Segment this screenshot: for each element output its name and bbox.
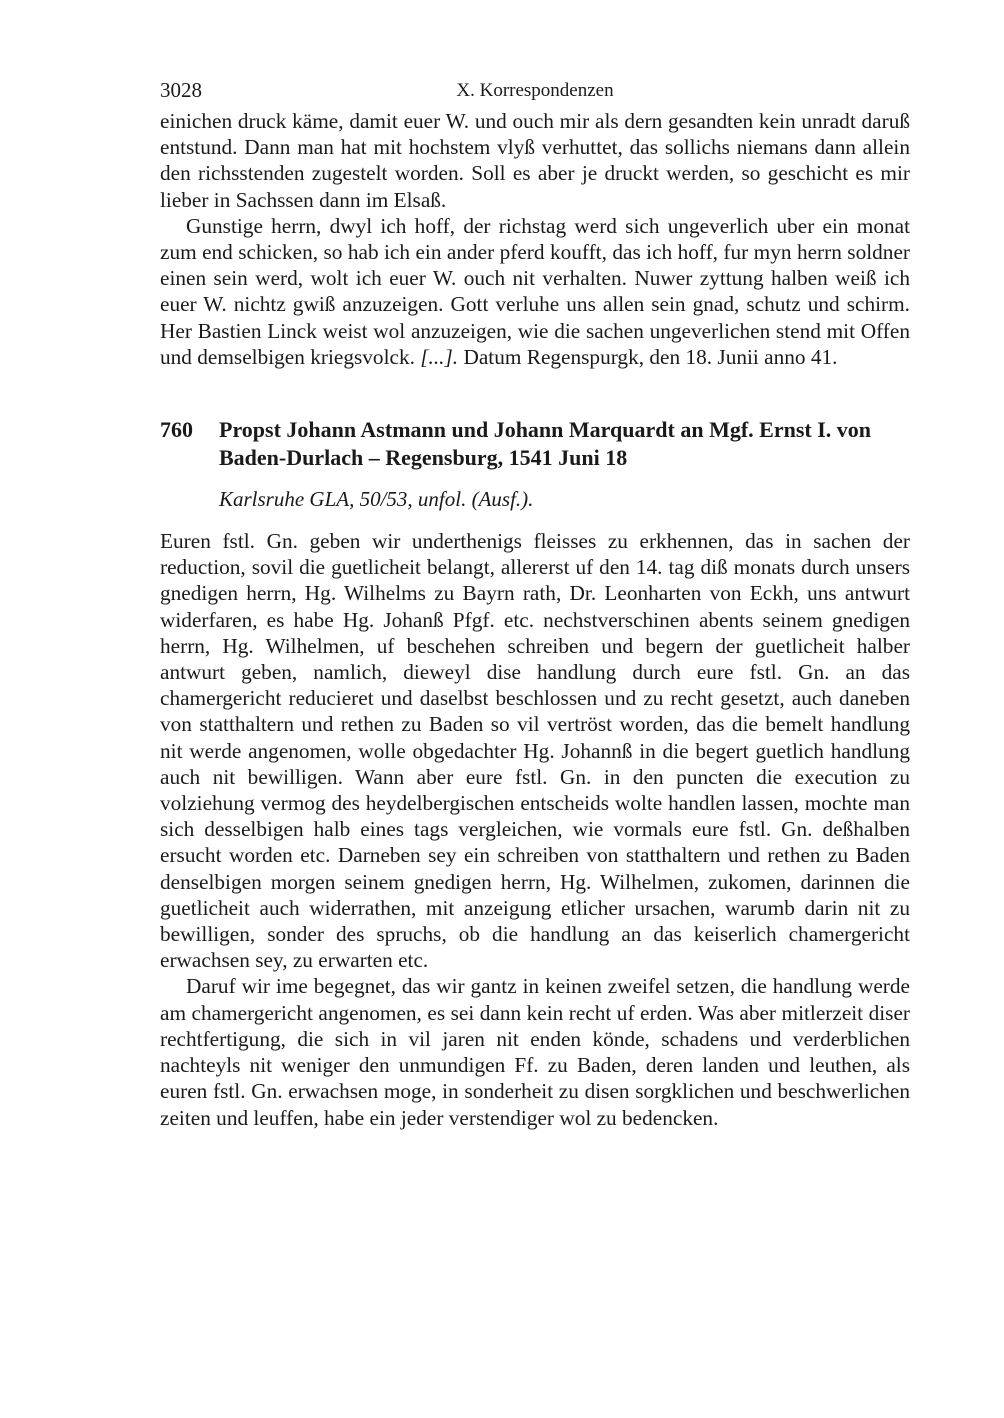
document-paragraph-2: Daruf wir ime begegnet, das wir gantz in keinen zweifel setzen, die handlung werde am chamergericht angenomen, es sei dann kein recht uf erden. Was aber mitlerzeit diser rechtfertigung, die sich in vil jaren nit enden könde, schadens und verderblichen nachteyls nit weniger den unmundigen Ff. zu Baden, deren landen und leuthen, als euren fstl. Gn. erwachsen moge, in sonderheit zu disen sorgklichen und beschwerlichen zeiten und leuffen, habe ein jeder verstendiger wol zu bedencken. (160, 974, 910, 1130)
continuation-paragraph-2 (160, 213, 910, 370)
source-note: Karlsruhe GLA, 50/53, unfol. (Ausf.). (219, 487, 534, 512)
document-paragraph-1: Euren fstl. Gn. geben wir underthenigs fleisses zu erkhennen, das in sachen der reduction, sovil die guetlicheit belangt, allererst uf den 14. tag diß monats durch unsers gnedigen herrn, Hg. Wilhelms zu Bayrn rath, Dr. Leonharten von Eckh, uns antwurt widerfaren, es habe Hg. Johanß Pfgf. etc. nechstverschinen abents seinem gnedigen herrn, Hg. Wilhelmen, uf beschehen schreiben und begern der guetlicheit halber antwurt geben, namlich, dieweyl dise handlung durch eure fstl. Gn. an das chamergericht reducieret und daselbst beschlossen und zu recht gesetzt, auch daneben von statthaltern und rethen zu Baden so vil vertröst worden, das die bemelt handlung nit werde angenomen, wolle obgedachter Hg. Johannß in die begert guetlich handlung auch nit bewilligen. Wann aber eure fstl. Gn. in den puncten die execution zu volziehung vermog des heydelbergischen entscheids wolte handlen lassen, mochte man sich desselbigen halb eines tags vergleichen, wie vormals eure fstl. Gn. deßhalben ersucht worden etc. Darneben sey ein schreiben von statthaltern und rethen zu Baden denselbigen morgen seinem gnedigen herrn, Hg. Wilhelmen, zukomen, darinnen die guetlicheit auch widerrathen, mit anzeigung etlicher ursachen, warumb darin nit zu bewilligen, sonder des spruchs, ob die handlung an das keiserlich chamergericht erwachsen sey, zu erwarten etc. (160, 529, 910, 973)
omission-mark: [...]. (420, 344, 459, 369)
page (160, 78, 910, 1131)
dating-line: Datum Regenspurgk, den 18. Junii anno 41. (458, 344, 838, 369)
continuation-paragraph-1: einichen druck käme, damit euer W. und ouch mir als dern gesandten kein unradt daruß entstund. Dann man hat mit hochstem vlyß verhuttet, das sollichs niemans dann allein den richsstenden zugestelt worden. Soll es aber je druckt werden, so geschicht es mir lieber in Sachssen dann im Elsaß. (160, 109, 910, 212)
running-title: X. Korrespondenzen (456, 80, 614, 101)
page-number: 3028 (160, 78, 202, 102)
page-header (160, 78, 910, 108)
document-title: Propst Johann Astmann und Johann Marquardt an Mgf. Ernst I. von Baden-Durlach – Regensburg, 1541 Juni 18 (219, 417, 872, 471)
continuation-paragraph-2-text: Gunstige herrn, dwyl ich hoff, der richstag werd sich ungeverlich uber ein monat zum end schicken, so hab ich ein ander pferd koufft, das ich hoff, fur myn herrn soldner einen sein werd, wolt ich euer W. ouch nit verhalten. Nuwer zyttung halben weiß ich euer W. nichtz gwiß anzuzeigen. Gott verluhe uns allen sein gnad, schutz und schirm. Her Bastien Linck weist wol anzuzeigen, wie die sachen ungeverlichen stend mit Offen und demselbigen kriegsvolck. (160, 213, 910, 369)
document-number: 760 (160, 417, 193, 443)
document-heading (160, 416, 910, 472)
